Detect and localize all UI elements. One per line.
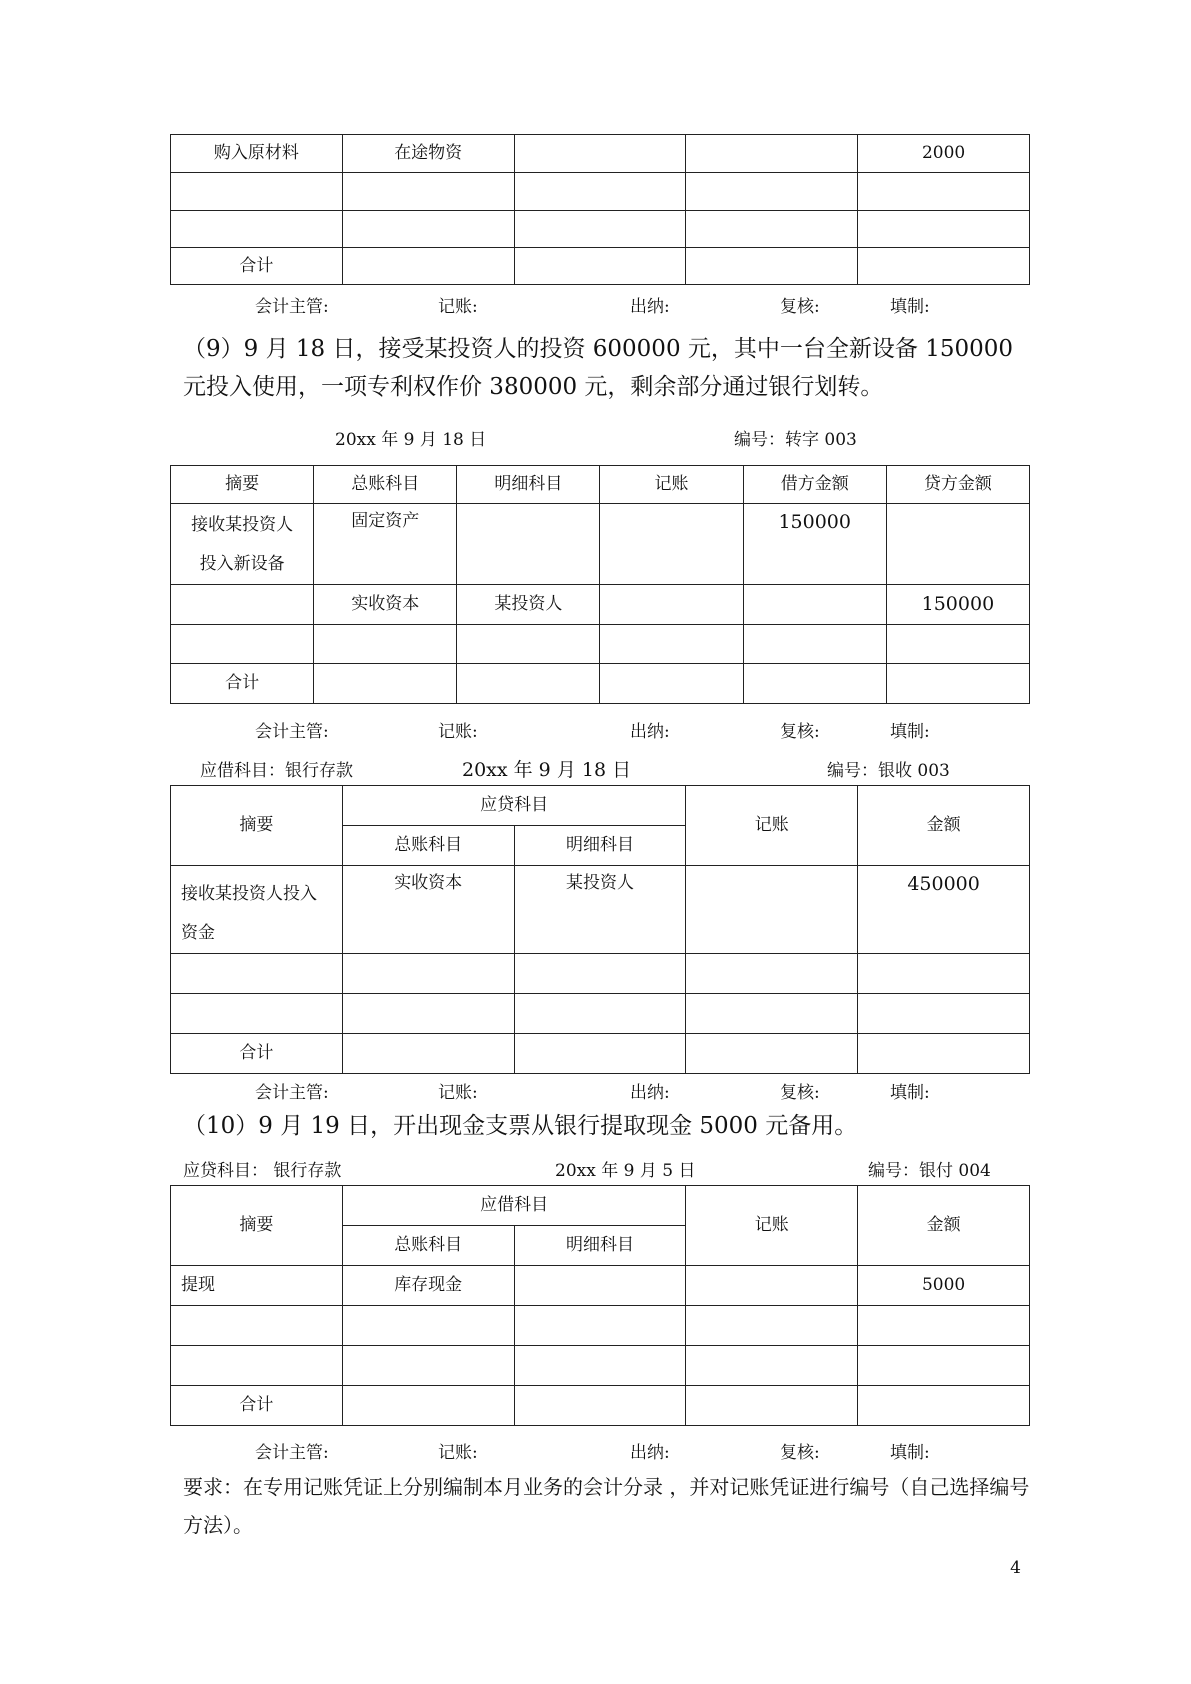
table-header-row (171, 1186, 1030, 1226)
voucher-number: 编号：转字 003 (734, 430, 857, 450)
account-cell: 实收资本 (314, 585, 457, 625)
prepared-label: 填制: (890, 1083, 930, 1103)
table-cell: 购入原材料 (171, 135, 343, 173)
supervisor-label: 会计主管: (255, 297, 329, 317)
cashier-label: 出纳: (630, 1083, 670, 1103)
table-row (171, 625, 1030, 664)
signature-line (170, 1078, 1030, 1102)
header-detail-account: 明细科目 (514, 1226, 686, 1266)
header-posting: 记账 (686, 1186, 858, 1266)
table-row (171, 954, 1030, 994)
detail-account-cell: 某投资人 (514, 866, 686, 954)
table-row (171, 866, 1030, 954)
requirement-text: 要求：在专用记账凭证上分别编制本月业务的会计分录 ，并对记账凭证进行编号（自己选择编号方法）。 (183, 1475, 1030, 1537)
cashier-label: 出纳: (630, 1443, 670, 1463)
review-label: 复核: (780, 722, 820, 742)
table-row (171, 504, 1030, 585)
cashier-label: 出纳: (630, 722, 670, 742)
transfer-voucher-table (170, 465, 1030, 704)
voucher-date: 20xx 年 9 月 5 日 (555, 1161, 696, 1181)
table-row (171, 585, 1030, 625)
signature-line (170, 1438, 1030, 1462)
total-label: 合计 (171, 664, 314, 704)
general-account-cell: 实收资本 (342, 866, 514, 954)
table-row (171, 173, 1030, 211)
table-cell (686, 135, 858, 173)
item10-text: （10）9 月 19 日，开出现金支票从银行提取现金 5000 元备用。 (183, 1113, 858, 1139)
total-label: 合计 (171, 248, 343, 285)
table-row (171, 1346, 1030, 1386)
bookkeeping-label: 记账: (438, 297, 478, 317)
summary-cell: 提现 (171, 1266, 343, 1306)
voucher-date: 20xx 年 9 月 18 日 (335, 430, 487, 450)
table-row (171, 1386, 1030, 1426)
table-cell (514, 135, 686, 173)
header-debit-group: 应借科目 (342, 1186, 686, 1226)
header-credit-group: 应贷科目 (342, 786, 686, 826)
credit-account-label: 应贷科目： 银行存款 (183, 1161, 342, 1181)
cashier-label: 出纳: (630, 297, 670, 317)
header-posting: 记账 (686, 786, 858, 866)
header-summary: 摘要 (171, 466, 314, 504)
summary-cell: 接收某投资人投入新设备 (171, 504, 314, 585)
header-amount: 金额 (858, 786, 1030, 866)
total-label: 合计 (171, 1034, 343, 1074)
signature-line (170, 292, 1030, 316)
table-header-row (171, 466, 1030, 504)
header-credit: 贷方金额 (886, 466, 1029, 504)
table-row (171, 135, 1030, 173)
amount-cell: 5000 (858, 1266, 1030, 1306)
signature-line (170, 717, 1030, 741)
bank-receipt-voucher-table (170, 785, 1030, 1074)
header-general-account: 总账科目 (314, 466, 457, 504)
voucher-number: 编号：银付 004 (868, 1161, 991, 1181)
review-label: 复核: (780, 1443, 820, 1463)
table-row (171, 664, 1030, 704)
review-label: 复核: (780, 297, 820, 317)
table-row (171, 1034, 1030, 1074)
debit-cell: 150000 (743, 504, 886, 585)
header-summary: 摘要 (171, 1186, 343, 1266)
detail-cell: 某投资人 (457, 585, 600, 625)
supervisor-label: 会计主管: (255, 1443, 329, 1463)
table-header-row (171, 786, 1030, 826)
bookkeeping-label: 记账: (438, 1083, 478, 1103)
header-general-account: 总账科目 (342, 1226, 514, 1266)
header-detail-account: 明细科目 (514, 826, 686, 866)
header-summary: 摘要 (171, 786, 343, 866)
header-amount: 金额 (858, 1186, 1030, 1266)
amount-cell: 450000 (858, 866, 1030, 954)
header-posting: 记账 (600, 466, 743, 504)
supervisor-label: 会计主管: (255, 722, 329, 742)
table-row (171, 211, 1030, 248)
bank-payment-voucher-table (170, 1185, 1030, 1426)
table-row (171, 994, 1030, 1034)
bookkeeping-label: 记账: (438, 1443, 478, 1463)
table-row (171, 248, 1030, 285)
total-label: 合计 (171, 1386, 343, 1426)
prepared-label: 填制: (890, 297, 930, 317)
prepared-label: 填制: (890, 722, 930, 742)
table-cell: 在途物资 (342, 135, 514, 173)
bookkeeping-label: 记账: (438, 722, 478, 742)
supervisor-label: 会计主管: (255, 1083, 329, 1103)
summary-cell: 接收某投资人投入资金 (171, 866, 343, 954)
debit-account-label: 应借科目：银行存款 (200, 761, 353, 781)
table-row (171, 1306, 1030, 1346)
header-detail-account: 明细科目 (457, 466, 600, 504)
item9-text: （9）9 月 18 日，接受某投资人的投资 600000 元，其中一台全新设备 150000 元投入使用，一项专利权作价 380000 元，剩余部分通过银行划转。 (183, 336, 1013, 400)
account-cell: 固定资产 (314, 504, 457, 585)
review-label: 复核: (780, 1083, 820, 1103)
voucher-number: 编号：银收 003 (827, 761, 950, 781)
table-row (171, 1266, 1030, 1306)
prepared-label: 填制: (890, 1443, 930, 1463)
table-cell: 2000 (858, 135, 1030, 173)
general-account-cell: 库存现金 (342, 1266, 514, 1306)
credit-cell: 150000 (886, 585, 1029, 625)
voucher-date: 20xx 年 9 月 18 日 (462, 759, 632, 781)
header-debit: 借方金额 (743, 466, 886, 504)
voucher-continued-table (170, 134, 1030, 285)
header-general-account: 总账科目 (342, 826, 514, 866)
page-number: 4 (1010, 1558, 1021, 1578)
